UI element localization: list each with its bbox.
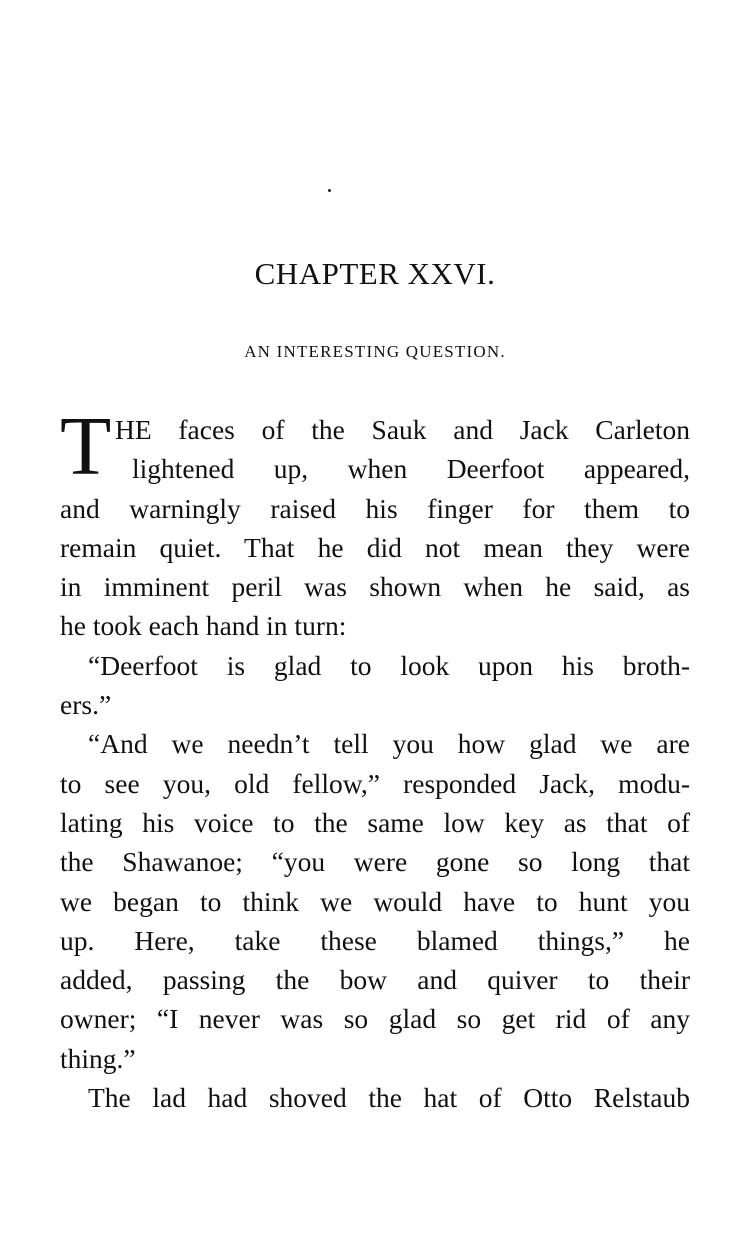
text-line: thing.” [60,1042,136,1074]
text-line: in imminent peril was shown when he said, as [60,571,690,603]
text-line: remain quiet. That he did not mean they were [60,531,690,563]
text-line: owner; “I never was so glad so get rid of any [60,1003,690,1035]
ink-speck [328,189,331,192]
text-line: HE faces of the Sauk and Jack Carleton [115,414,690,445]
text-line: lightened up, when Deerfoot appeared, [132,453,690,485]
text-line: The lad had shoved the hat of Otto Relstaub [88,1082,690,1114]
text-line: the Shawanoe; “you were gone so long that [60,846,690,878]
text-line: he took each hand in turn: [60,610,347,642]
text-line: “And we needn’t tell you how glad we are [88,728,690,760]
text-line: and warningly raised his finger for them to [60,492,690,524]
text-line: lating his voice to the same low key as that of [60,806,690,838]
text-line: to see you, old fellow,” responded Jack, modu- [60,767,690,799]
body-text [60,410,690,1117]
text-line: ers.” [60,689,112,721]
text-line: “Deerfoot is glad to look upon his broth- [88,649,690,681]
text-line: up. Here, take these blamed things,” he [60,924,690,956]
text-line: added, passing the bow and quiver to their [60,964,690,996]
text-line: we began to think we would have to hunt you [60,885,690,917]
drop-cap: T [60,414,112,480]
chapter-subtitle: AN INTERESTING QUESTION. [244,342,506,361]
chapter-title: CHAPTER XXVI. [254,256,496,291]
